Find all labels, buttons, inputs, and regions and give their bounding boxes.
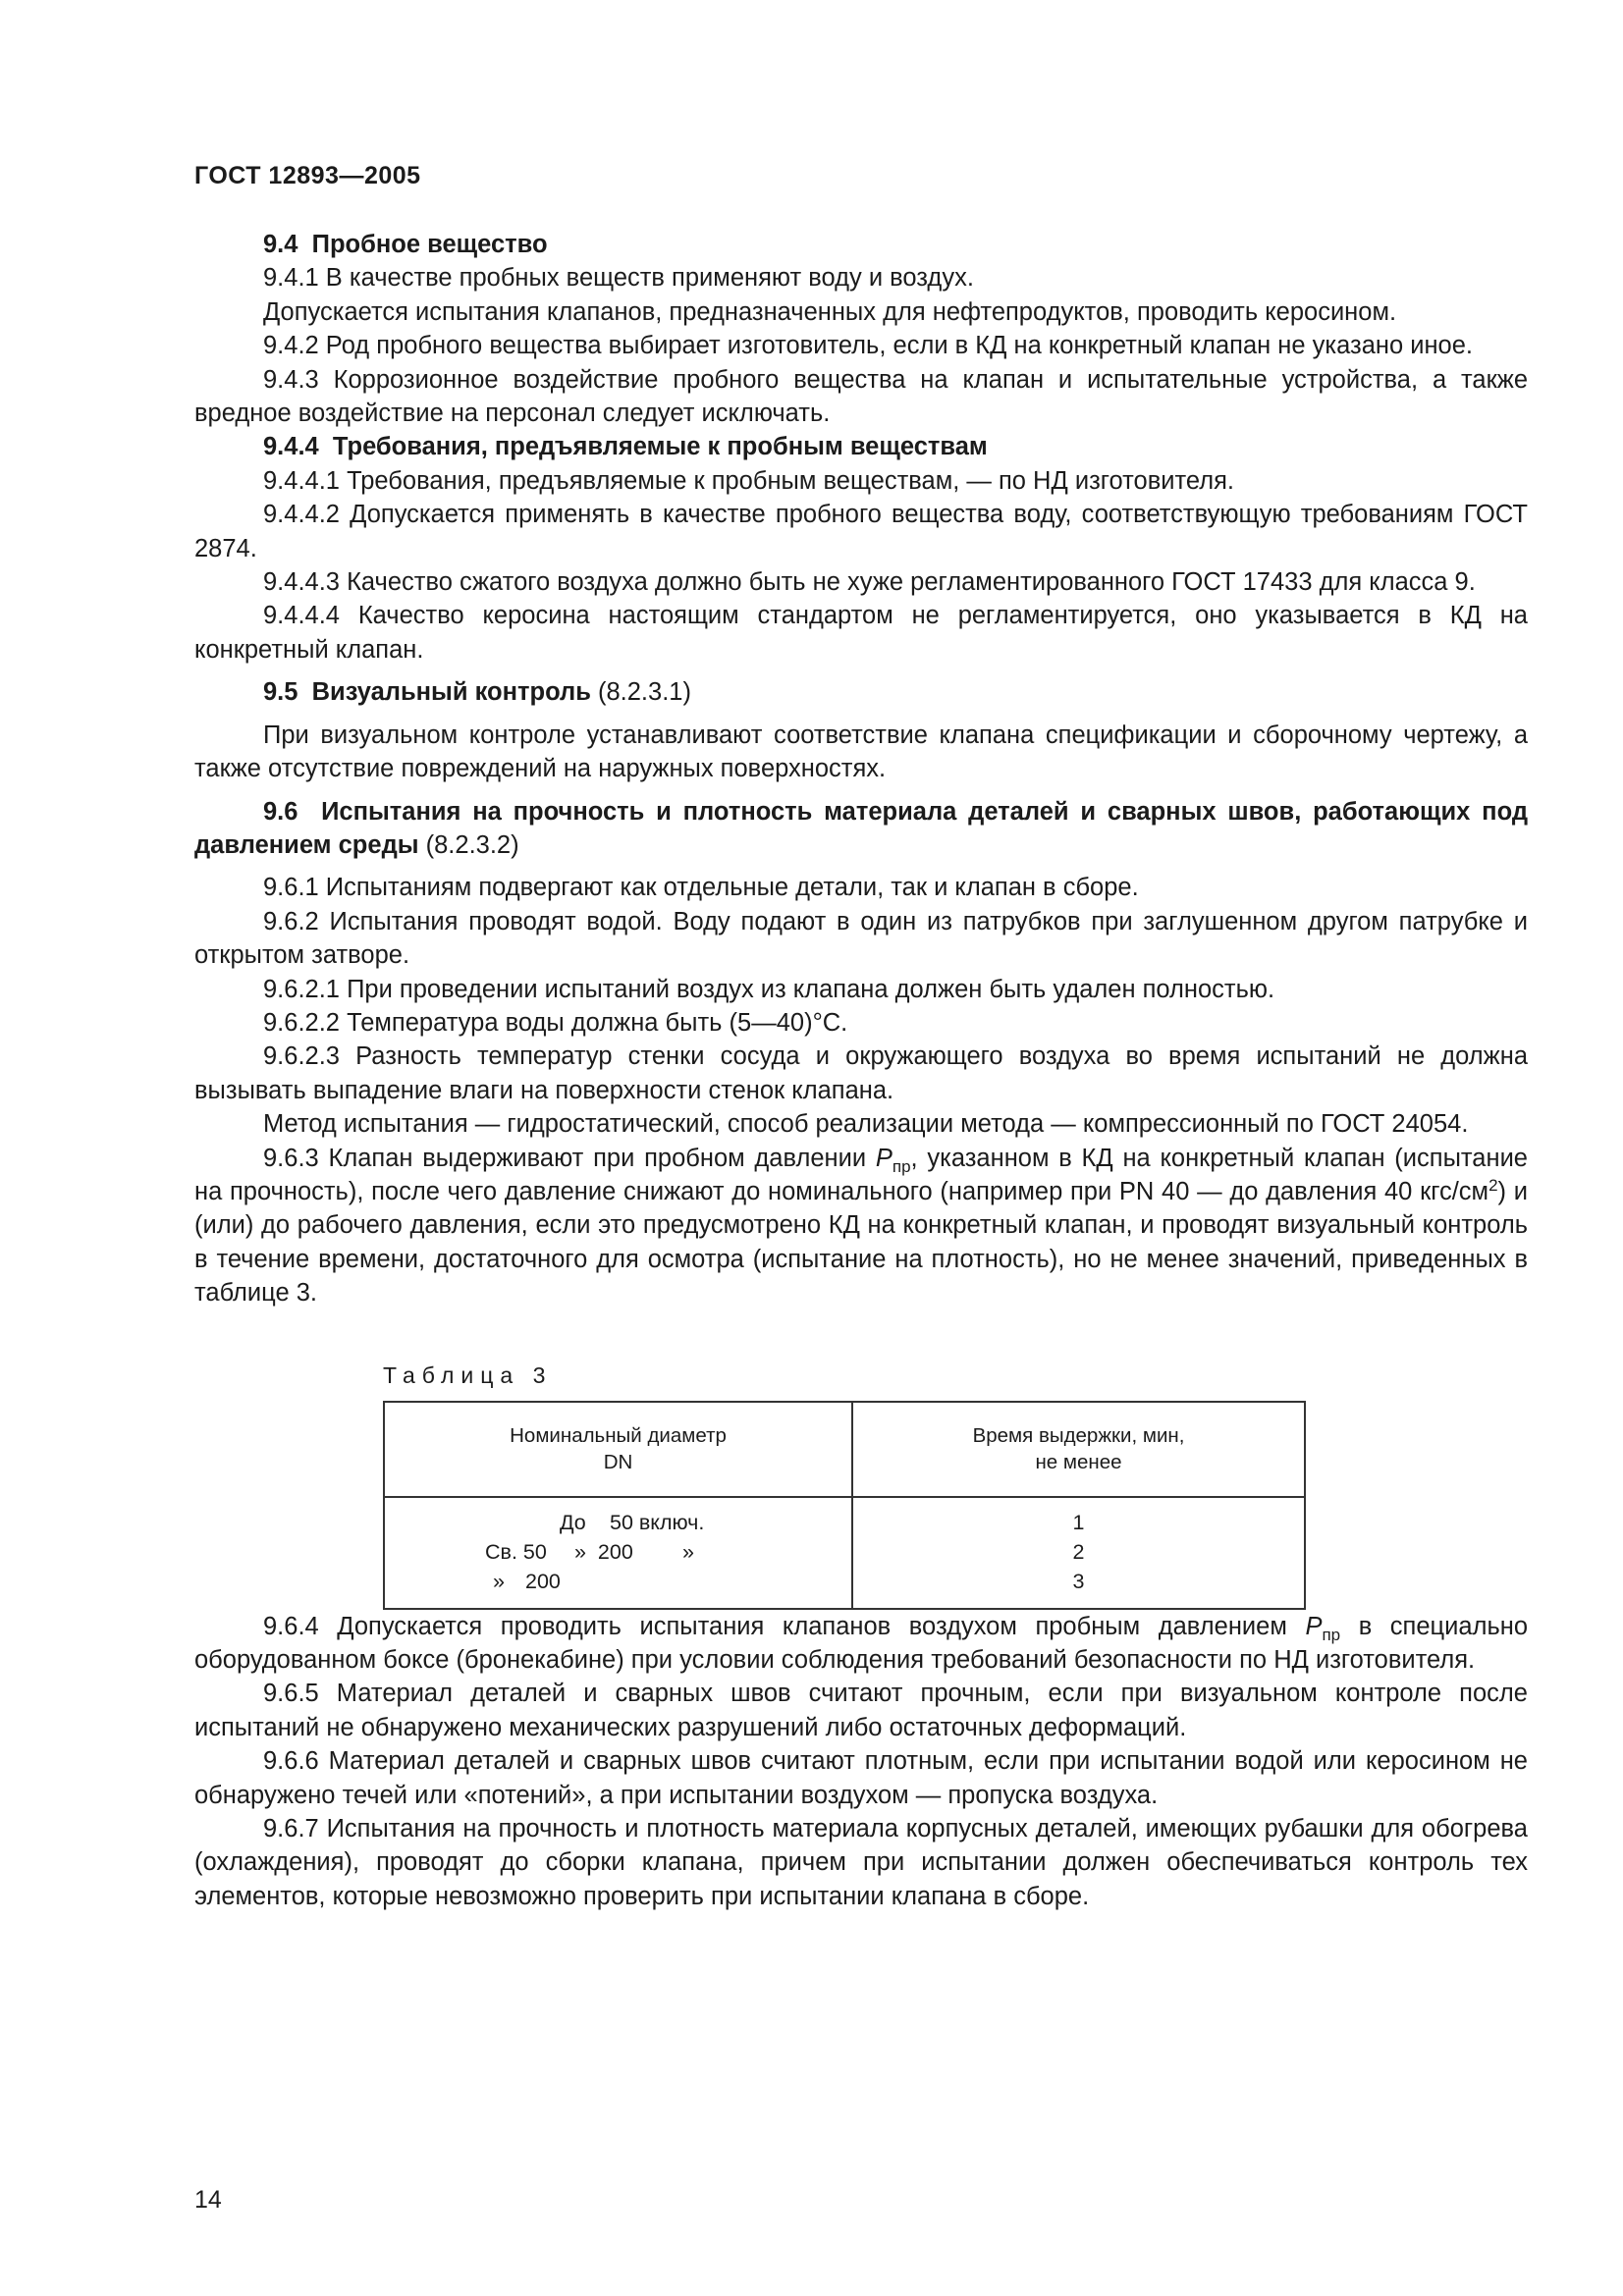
dn-prefix: До	[560, 1510, 586, 1534]
dn-line	[385, 1508, 851, 1537]
dn-suffix: »	[682, 1539, 694, 1564]
page-number: 14	[194, 2186, 222, 2214]
section-number: 9.4.4	[263, 433, 319, 461]
header-line: Время выдержки, мин,	[972, 1424, 1185, 1448]
header-line: Номинальный диаметр	[510, 1424, 727, 1448]
pressure-symbol	[1305, 1612, 1341, 1644]
symbol-letter: P	[875, 1144, 893, 1172]
section-number: 9.4	[263, 231, 298, 258]
section-reference: (8.2.3.1)	[597, 678, 691, 707]
paragraph-9-4-1: 9.4.1 В качестве пробных веществ применяют воду и воздух.	[263, 264, 974, 293]
section-title: Пробное вещество	[311, 231, 548, 258]
superscript: 2	[1488, 1175, 1498, 1195]
time-value: 1	[1072, 1510, 1085, 1534]
text-run: 9.6.3 Клапан выдерживают при пробном давлении	[263, 1144, 876, 1172]
table-row	[384, 1497, 1305, 1609]
dn-line	[385, 1567, 851, 1596]
paragraph-9-4-4-3: 9.4.4.3 Качество сжатого воздуха должно быть не хуже регламентированного ГОСТ 17433 для класса 9.	[263, 568, 1476, 597]
section-title: Требования, предъявляемые к пробным веществам	[332, 433, 988, 461]
paragraph-9-6-4	[194, 1610, 1528, 1678]
paragraph-9-4-2: 9.4.2 Род пробного вещества выбирает изготовитель, если в КД на конкретный клапан не указано иное.	[263, 332, 1474, 360]
pressure-symbol	[875, 1144, 911, 1176]
table-caption: Таблица 3	[383, 1362, 553, 1388]
text-run: ) и (или) до рабочего давления, если это предусмотрено КД на конкретный клапан, и проводят визуальный контроль в течение времени, достаточного для осмотра (испытание на плотность), но не менее значений, приведенных в таблице 3.	[194, 1177, 1528, 1308]
symbol-letter: P	[1305, 1612, 1323, 1640]
paragraph-9-4-3: 9.4.3 Коррозионное воздействие пробного вещества на клапан и испытательные устройства, а также вредное воздействие на персонал следует исключать.	[194, 365, 1528, 428]
table-cell-time	[852, 1497, 1305, 1609]
paragraph-9-4-4-4: 9.4.4.4 Качество керосина настоящим стандартом не регламентируется, оно указывается в КД на конкретный клапан.	[194, 602, 1528, 664]
section-heading-9-4	[194, 228, 1528, 261]
section-number: 9.5	[263, 678, 298, 707]
paragraph-9-5-1: При визуальном контроле устанавливают соответствие клапана спецификации и сборочному чертежу, а также отсутствие повреждений на наружных поверхностях.	[194, 721, 1528, 783]
paragraph-9-4-4-1: 9.4.4.1 Требования, предъявляемые к пробным веществам, — по НД изготовителя.	[263, 466, 1234, 495]
table-cell-dn	[384, 1497, 852, 1609]
paragraph-9-4-4-2: 9.4.4.2 Допускается применять в качестве пробного вещества воду, соответствующую требованиям ГОСТ 2874.	[194, 501, 1528, 562]
paragraph-9-6-5: 9.6.5 Материал деталей и сварных швов считают прочным, если при визуальном контроле после испытаний не обнаружено механических разрушений либо остаточных деформаций.	[194, 1680, 1528, 1741]
time-value: 3	[1072, 1569, 1085, 1593]
header-line: не менее	[1035, 1451, 1122, 1474]
text-run: , указанном в КД на конкретный клапан (испытание на прочность), после чего давление снижают до номинального (например при PN 40 — до давления 40 кгс/см	[194, 1144, 1528, 1205]
symbol-subscript: пр	[1322, 1625, 1341, 1644]
paragraph-9-6-2-1: 9.6.2.1 При проведении испытаний воздух из клапана должен быть удален полностью.	[263, 975, 1275, 1003]
header-line: DN	[603, 1451, 633, 1474]
paragraph-9-6-7: 9.6.7 Испытания на прочность и плотность материала корпусных деталей, имеющих рубашки для обогрева (охлаждения), проводят до сборки клапана, причем при испытании должен обеспечиваться контроль тех элементов, которые невозможно проверить при испытании клапана в сборе.	[194, 1815, 1528, 1910]
section-title: Испытания на прочность и плотность материала деталей и сварных швов, работающих под давлением среды	[194, 797, 1529, 859]
section-heading-9-6	[194, 795, 1528, 863]
section-title: Визуальный контроль	[311, 678, 591, 707]
paragraph-9-6-2-3: 9.6.2.3 Разность температур стенки сосуда и окружающего воздуха во время испытаний не должна вызывать выпадение влаги на поверхности стенок клапана.	[194, 1042, 1528, 1104]
paragraph-9-6-2: 9.6.2 Испытания проводят водой. Воду подают в один из патрубков при заглушенном другом патрубке и открытом затворе.	[194, 907, 1528, 970]
dn-value: 50 включ.	[610, 1510, 705, 1534]
table-header-time	[852, 1402, 1305, 1497]
paragraph-9-6-1: 9.6.1 Испытаниям подвергают как отдельные детали, так и клапан в сборе.	[263, 874, 1139, 902]
table-header-row	[384, 1402, 1305, 1497]
section-heading-9-5	[194, 675, 1528, 709]
section-heading-9-4-4	[194, 430, 1528, 463]
table-header-dn	[384, 1402, 852, 1497]
paragraph-9-6-2-2: 9.6.2.2 Температура воды должна быть (5—40)°С.	[263, 1008, 848, 1037]
dn-value: » 200	[574, 1539, 633, 1564]
paragraph-9-4-1b: Допускается испытания клапанов, предназначенных для нефтепродуктов, проводить керосином.	[263, 297, 1397, 326]
text-run: 9.6.4 Допускается проводить испытания клапанов воздухом пробным давлением	[263, 1612, 1306, 1640]
dn-line	[385, 1537, 851, 1567]
paragraph-9-6-6: 9.6.6 Материал деталей и сварных швов считают плотным, если при испытании водой или керосином не обнаружено течей или «потений», а при испытании воздухом — пропуска воздуха.	[194, 1747, 1528, 1809]
symbol-subscript: пр	[892, 1156, 911, 1176]
section-number: 9.6	[263, 797, 298, 826]
time-value: 2	[1072, 1539, 1085, 1564]
text-run: в специально оборудованном боксе (бронекабине) при условии соблюдения требований безопасности по НД изготовителя.	[194, 1612, 1529, 1674]
document-body	[194, 228, 1528, 1913]
paragraph-9-6-3	[194, 1142, 1528, 1310]
dn-value: 200	[525, 1569, 561, 1593]
section-reference: (8.2.3.2)	[425, 830, 519, 859]
dn-prefix: »	[493, 1569, 505, 1593]
paragraph-method: Метод испытания — гидростатический, способ реализации метода — компрессионный по ГОСТ 24054.	[263, 1110, 1469, 1139]
dn-prefix: Св. 50	[485, 1539, 547, 1564]
table-3	[383, 1401, 1306, 1610]
document-header: ГОСТ 12893—2005	[194, 162, 421, 189]
